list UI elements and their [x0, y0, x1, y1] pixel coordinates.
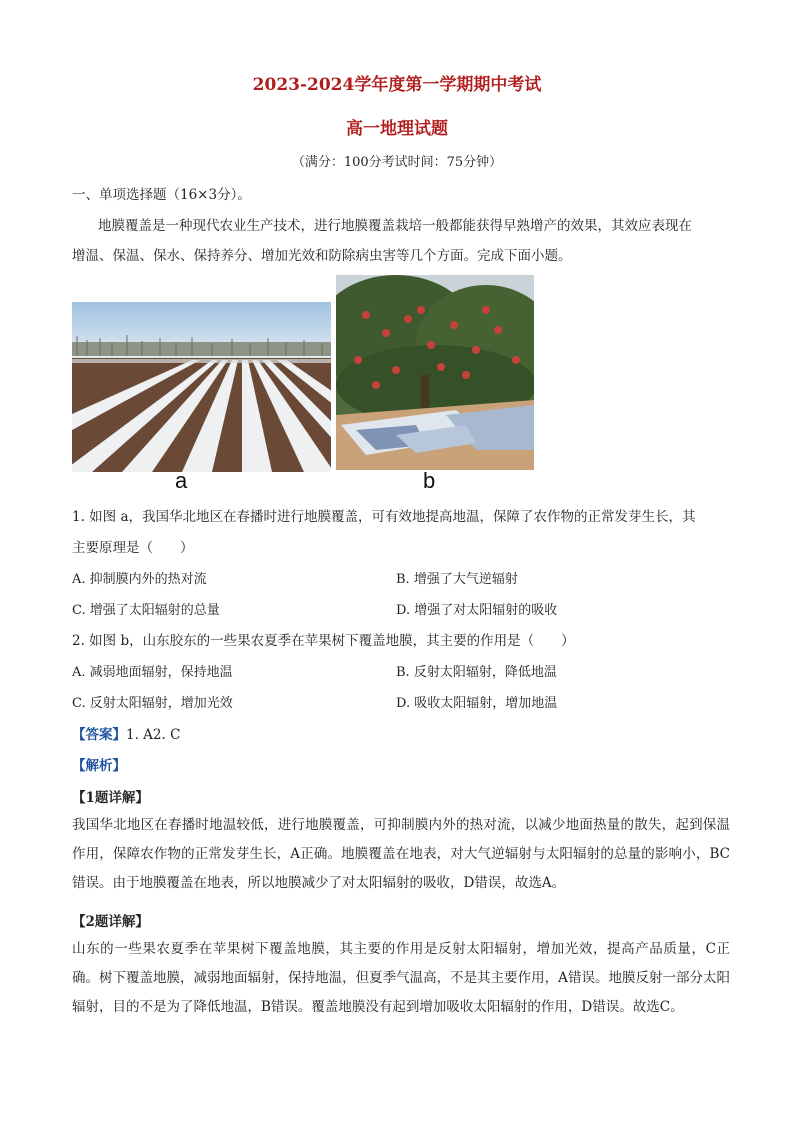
answer-text: 1. A2. C: [126, 727, 181, 743]
question-2-option-d: D. 吸收太阳辐射，增加地温: [396, 696, 558, 711]
detail-1-text: 我国华北地区在春播时地温较低，进行地膜覆盖，可抑制膜内外的热对流，以减少地面热量的散失，起到保温作用，保障农作物的正常发芽生长，A正确。地膜覆盖在地表，对大气逆辐射与太阳辐射的总量的影响小，BC错误。由于地膜覆盖在地表，所以地膜减少了对太阳辐射的吸收，D错误，故选A。: [72, 817, 730, 891]
exam-title: 2023-2024学年度第一学期期中考试: [252, 75, 542, 95]
figure-a-photo: [72, 302, 331, 472]
question-1-option-d: D. 增强了对太阳辐射的吸收: [396, 603, 558, 618]
answer-tag: 【答案】: [72, 727, 126, 743]
figure-b-label: b: [423, 468, 436, 493]
question-1-stem-line-1: 1. 如图 a，我国华北地区在春播时进行地膜覆盖，可有效地提高地温，保障了农作物的正常发芽生长，其: [72, 509, 696, 525]
question-2-stem: 2. 如图 b，山东胶东的一些果农夏季在苹果树下覆盖地膜，其主要的作用是（ ）: [72, 633, 575, 649]
figure-b-photo: [336, 275, 534, 470]
detail-2-heading: 【2题详解】: [72, 914, 149, 930]
exam-info: （满分：100分考试时间：75分钟）: [291, 155, 503, 170]
answer-line: [72, 723, 732, 743]
question-2-option-b: B. 反射太阳辐射，降低地温: [396, 665, 557, 680]
figure-a-label: a: [175, 468, 188, 493]
intro-line-1: 地膜覆盖是一种现代农业生产技术，进行地膜覆盖栽培一般都能获得早熟增产的效果，其效应表现在: [98, 218, 692, 234]
question-1-stem-line-2: 主要原理是（ ）: [72, 540, 194, 556]
question-1-option-a: A. 抑制膜内外的热对流: [72, 572, 207, 587]
question-1-option-b: B. 增强了大气逆辐射: [396, 572, 518, 587]
question-1-option-c: C. 增强了太阳辐射的总量: [72, 603, 220, 618]
mulch-field-image: [72, 302, 331, 472]
analysis-tag: 【解析】: [72, 758, 126, 774]
detail-1-heading: 【1题详解】: [72, 790, 149, 806]
question-2-option-a: A. 减弱地面辐射，保持地温: [72, 665, 233, 680]
question-2-option-c: C. 反射太阳辐射，增加光效: [72, 696, 233, 711]
section-heading: 一、单项选择题（16×3分）。: [72, 187, 251, 203]
apple-orchard-image: [336, 275, 534, 470]
detail-2-text: 山东的一些果农夏季在苹果树下覆盖地膜，其主要的作用是反射太阳辐射，增加光效，提高产品质量，C正确。树下覆盖地膜，减弱地面辐射，保持地温，但夏季气温高，不是其主要作用，A错误。地膜反射一部分太阳辐射，目的不是为了降低地温，B错误。覆盖地膜没有起到增加吸收太阳辐射的作用，D错误。故选C。: [72, 941, 730, 1015]
intro-line-2: 增温、保温、保水、保持养分、增加光效和防除病虫害等几个方面。完成下面小题。: [72, 248, 572, 264]
analysis-heading: [72, 754, 732, 774]
subject-title: 高一地理试题: [346, 119, 448, 139]
